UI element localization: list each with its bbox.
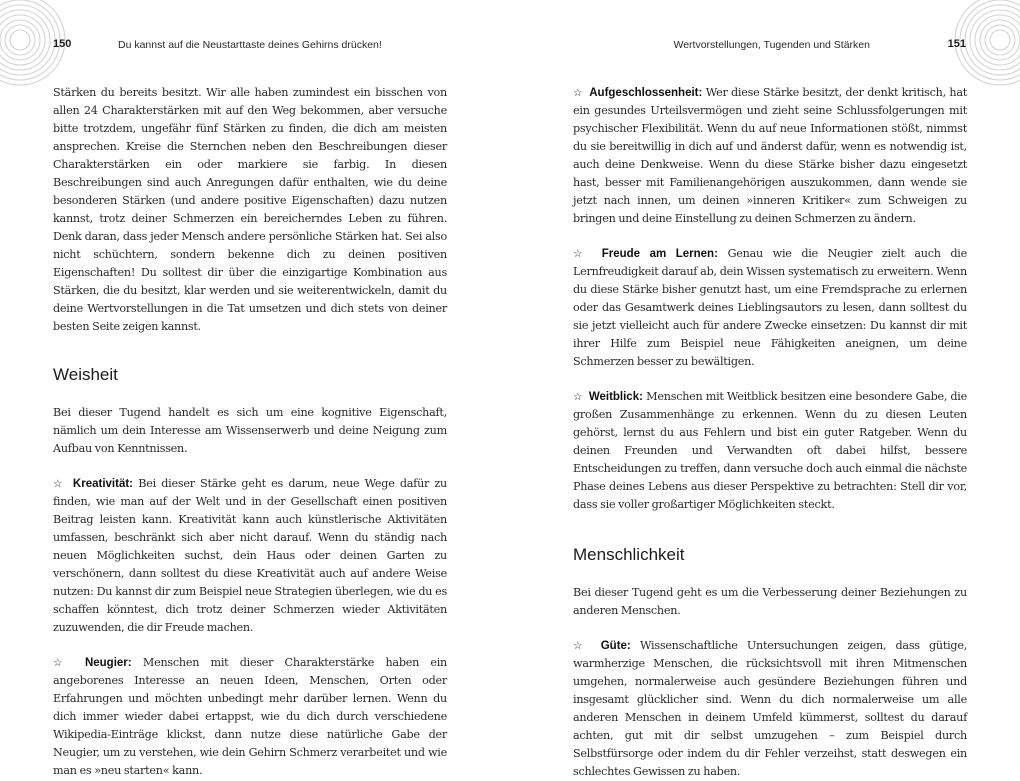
strength-entry-neugier — [53, 654, 447, 780]
strength-entry-weitblick — [573, 388, 967, 514]
running-head: Du kannst auf die Neustarttaste deines Gehirns drücken! — [118, 39, 382, 51]
section-heading-weisheit: Weisheit — [53, 365, 118, 384]
star-icon: ☆ — [573, 391, 583, 403]
star-icon: ☆ — [573, 87, 583, 99]
strength-entry-aufgeschlossenheit — [573, 84, 967, 228]
strength-name: Freude am Lernen: — [601, 248, 718, 260]
strength-text: Menschen mit Weitblick besitzen eine besondere Gabe, die großen Zusammenhänge zu erkennen. Wenn du zu diesen Leuten gehörst, lernst du aus Fehlern und bist ein guter Ratgeber. Wenn du deinen Freunden und Verwandten oft dabei hilfst, bessere Entscheidungen zu treffen, dann versuche doch auch einmal die nächste Phase deines Lebens aus dieser Perspektive zu betrachten: Stell dir vor, dass sie voller großartiger Möglichkeiten steckt. — [573, 390, 968, 511]
strength-name: Neugier: — [84, 657, 132, 669]
right-page — [510, 0, 1020, 778]
strength-text: Bei dieser Stärke geht es darum, neue Wege dafür zu finden, wie man auf der Welt und in der Gesellschaft einen positiven Beitrag leisten kann. Kreativität kann auch künstlerische Aktivitäten umfassen, beschränkt sich aber nicht darauf. Wenn du ständig nach neuen Möglichkeiten suchst, dein Haus oder deinen Garten zu verschönern, dann solltest du diese Kreativität auch auf andere Weise nutzen: Du kannst dir zum Beispiel neue Strategien überlegen, wie du es schaffen könntest, dich trotz deiner Schmerzen wieder Aktivitäten zuzuwenden, die dir Freude machen. — [53, 477, 447, 634]
intro-paragraph: Stärken du bereits besitzt. Wir alle haben zumindest ein bisschen von allen 24 Charakterstärken mit auf den Weg bekommen, aber versuche bitte trotzdem, ungefähr fünf Stärken zu finden, die dich am meisten ansprechen. Kreise die Sternchen neben den Beschreibungen dieser Charakterstärken ein oder markiere sie farbig. In diesen Beschreibungen sind auch Anregungen dafür enthalten, wie du deine besonderen Stärken (und andere positive Eigenschaften) dazu nutzen kannst, trotz deiner Schmerzen ein bereicherndes Leben zu führen. Denk daran, dass jeder Mensch andere persönliche Stärken hat. Sei also nicht schüchtern, sondern bekenne dich zu deinen positiven Eigenschaften! Du solltest dir über die einzigartige Kombination aus Stärken, die du besitzt, klar werden und sie weiterentwickeln, damit du deine Wertvorstellungen in die Tat umsetzen und dich stets von deiner besten Seite zeigen kannst. — [53, 86, 447, 333]
strength-name: Aufgeschlossenheit: — [589, 87, 703, 99]
page-number: 150 — [53, 38, 72, 50]
star-icon: ☆ — [53, 478, 65, 490]
star-icon: ☆ — [53, 657, 71, 669]
running-head: Wertvorstellungen, Tugenden und Stärken — [673, 39, 870, 51]
strength-entry-kreativitaet — [53, 475, 447, 637]
star-icon: ☆ — [573, 248, 590, 260]
strength-name: Kreativität: — [72, 478, 133, 490]
strength-name: Güte: — [600, 640, 631, 652]
strength-text: Menschen mit dieser Charakterstärke haben ein angeborenes Interesse an neuen Ideen, Menschen, Orten oder Erfahrungen und möchten unbedingt mehr darüber lernen. Wenn du dich immer wieder dabei ertappst, wie du dich durch verschiedene Wikipedia-Einträge klickst, dann nutze diese natürliche Gabe der Neugier, um zu verstehen, wie dein Gehirn Schmerz verarbeitet und wie man es »neu starten« kann. — [53, 656, 447, 777]
strength-text: Wissenschaftliche Untersuchungen zeigen, dass gütige, warmherzige Menschen, die rücksichtsvoll mit ihren Mitmenschen umgehen, normalerweise auch gesündere Beziehungen führen und insgesamt glücklicher sind. Wenn du dich normalerweise um alle anderen Menschen in deinem Umfeld kümmerst, solltest du darauf achten, gut mit dir selbst umzugehen – zum Beispiel durch Selbstfürsorge oder indem du dir Fehler verzeihst, statt deswegen ein schlechtes Gewissen zu haben. — [573, 639, 968, 778]
strength-text: Wer diese Stärke besitzt, der denkt kritisch, hat ein gesundes Urteilsvermögen und zieht seine Schlussfolgerungen mit psychischer Flexibilität. Wenn du auf neue Informationen stößt, nimmst du sie bereitwillig in dich auf und änderst dafür, wenn es notwendig ist, auch deine Denkweise. Wenn du diese Stärke bisher dazu eingesetzt hast, besser mit Familienangehörigen auszukommen, dann wende sie jetzt nach innen, um deinen »inneren Kritiker« zum Schweigen zu bringen und deine Einstellung zu deinen Schmerzen zu ändern. — [573, 86, 967, 225]
star-icon: ☆ — [573, 640, 589, 652]
page-number: 151 — [947, 38, 966, 50]
text-column — [573, 84, 967, 781]
section-heading-menschlichkeit: Menschlichkeit — [573, 545, 685, 564]
strength-entry-guete — [573, 637, 967, 781]
strength-name: Weitblick: — [588, 391, 643, 403]
text-column — [53, 84, 447, 780]
section-intro: Bei dieser Tugend geht es um die Verbesserung deiner Beziehungen zu anderen Menschen. — [573, 586, 967, 617]
strength-text: Genau wie die Neugier zielt auch die Lernfreudigkeit darauf ab, dein Wissen systematisch zu erweitern. Wenn du diese Stärke bisher genutzt hast, um eine Fremdsprache zu erlernen oder das Gesamtwerk deines Lieblingsautors zu lesen, dann solltest du sie jetzt vielleicht auch für andere Zwecke einsetzen: Du kannst dir mit ihrer Hilfe zum Beispiel neue Fähigkeiten aneignen, um deine Schmerzen besser zu bewältigen. — [573, 247, 968, 368]
left-page — [0, 0, 510, 777]
strength-entry-freude-am-lernen — [573, 245, 967, 371]
section-intro: Bei dieser Tugend handelt es sich um eine kognitive Eigenschaft, nämlich um dein Interesse am Wissenserwerb und deine Neigung zum Aufbau von Kenntnissen. — [53, 406, 447, 455]
